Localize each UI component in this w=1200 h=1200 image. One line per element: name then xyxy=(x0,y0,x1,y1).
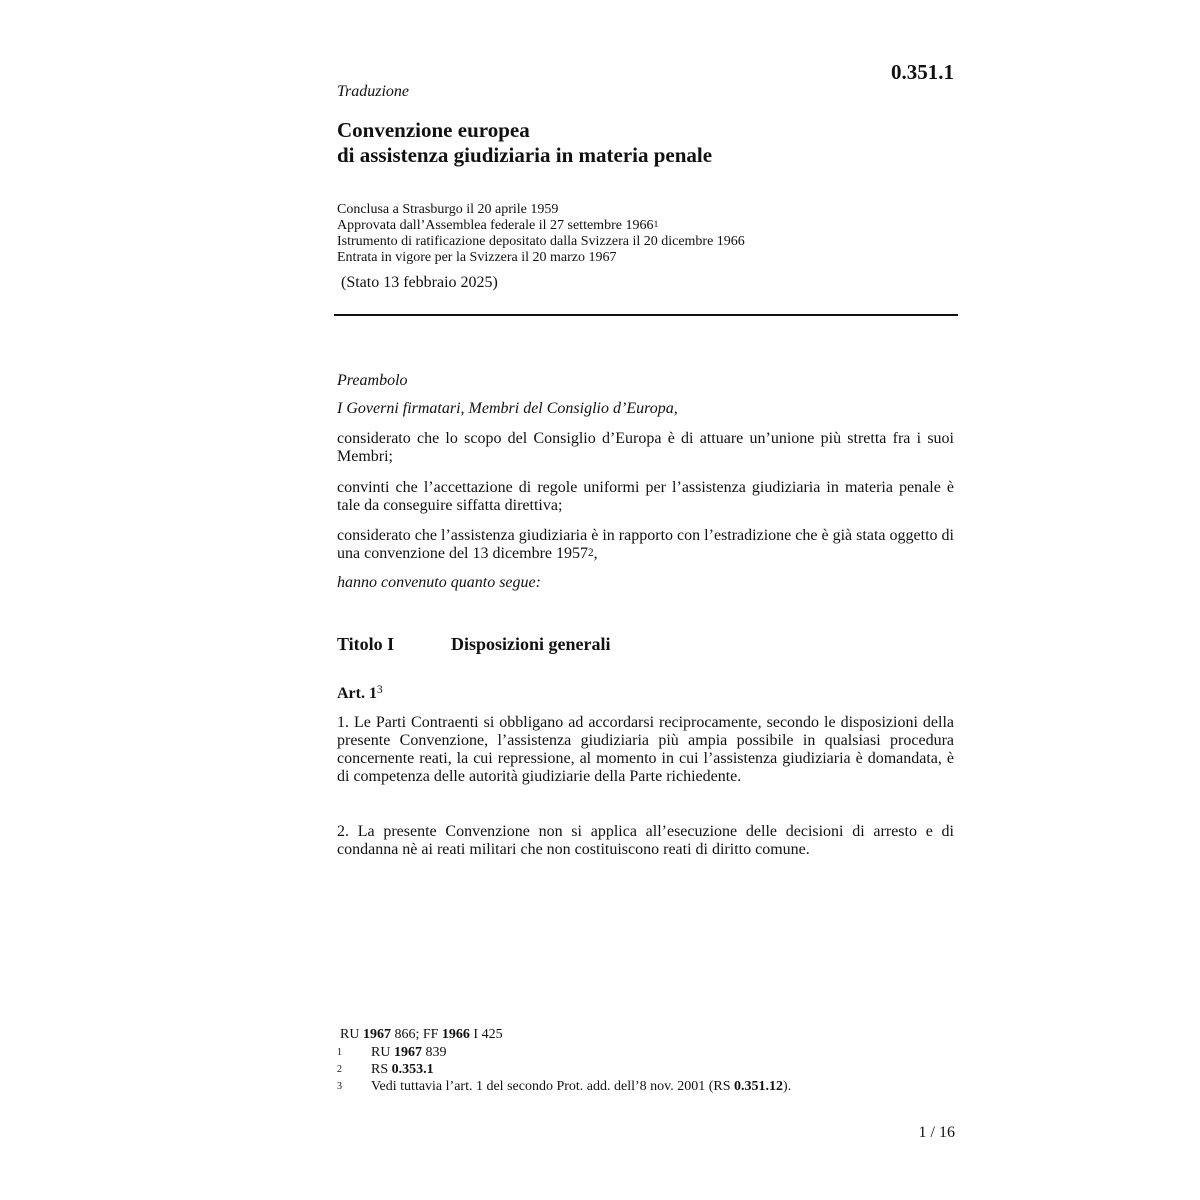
page-number: 1 / 16 xyxy=(918,1124,955,1141)
preamble-paragraph-3-text: considerato che l’assistenza giudiziaria è in rapporto con l’estradizione che è già stata oggetto di una convenzione del 13 dicembre 1957 xyxy=(337,527,954,562)
article-paragraph-1: 1. Le Parti Contraenti si obbligano ad accordarsi reciprocamente, secondo le disposizioni della presente Convenzione, l’assistenza giudiziaria più ampia possibile in qualsiasi procedura concernente reati, la cui repressione, al momento in cui l’assistenza giudiziaria è domandata, è di competenza delle autorità giudiziarie della Parte richiedente. xyxy=(337,714,954,785)
footnote-bold[interactable]: 0.353.1 xyxy=(391,1062,434,1077)
footnote-post: ). xyxy=(783,1079,792,1094)
meta-approved-line xyxy=(337,218,957,234)
source-c: I 425 xyxy=(469,1027,503,1042)
footnote-ref-2[interactable]: 2 xyxy=(588,546,594,559)
footnote-pre: RU xyxy=(371,1045,394,1060)
footnote-bold[interactable]: 0.351.12 xyxy=(734,1079,784,1094)
translation-label: Traduzione xyxy=(337,83,410,100)
source-b-bold: 1966 xyxy=(441,1027,470,1042)
meta-approved: Approvata dall’Assemblea federale il 27 settembre 1966 xyxy=(337,218,654,233)
article-heading xyxy=(337,685,383,703)
footnote-number: 1 xyxy=(337,1047,342,1058)
section-number: Titolo I xyxy=(337,634,395,654)
meta-concluded: Conclusa a Strasburgo il 20 aprile 1959 xyxy=(337,202,559,217)
meta-ratification: Istrumento di ratificazione depositato dalla Svizzera il 20 dicembre 1966 xyxy=(337,234,745,249)
status-date: (Stato 13 febbraio 2025) xyxy=(341,274,498,291)
preamble-agreed: hanno convenuto quanto segue: xyxy=(337,574,541,591)
header-divider xyxy=(334,314,958,316)
title-line-1: Convenzione europea xyxy=(337,118,530,142)
footnote-number: 2 xyxy=(337,1064,342,1075)
footnote-pre: RS xyxy=(371,1062,392,1077)
section-heading xyxy=(337,634,611,655)
source-reference xyxy=(340,1027,503,1043)
footnote-ref-3[interactable]: 3 xyxy=(376,683,383,696)
footnote-pre: Vedi tuttavia l’art. 1 del secondo Prot. add. dell’8 nov. 2001 (RS xyxy=(371,1079,735,1094)
preamble-paragraph-3 xyxy=(337,527,954,563)
footnote-number: 3 xyxy=(337,1081,342,1092)
article-paragraph-2: 2. La presente Convenzione non si applica all’esecuzione delle decisioni di arresto e di condanna nè ai reati militari che non costituiscono reati di diritto comune. xyxy=(337,823,954,858)
article-label: Art. 1 xyxy=(337,685,377,702)
source-a: RU xyxy=(340,1027,363,1042)
document-title xyxy=(337,118,957,168)
footnote xyxy=(337,1063,434,1077)
source-b: 866; FF xyxy=(390,1027,442,1042)
preamble-governments: I Governi firmatari, Membri del Consiglio d’Europa, xyxy=(337,400,678,417)
footnote-ref-1[interactable]: 1 xyxy=(653,219,659,231)
footnote-post: 839 xyxy=(421,1045,447,1060)
preamble-paragraph-2: convinti che l’accettazione di regole uniformi per l’assistenza giudiziaria in materia penale è tale da conseguire siffatta direttiva; xyxy=(337,479,954,514)
preamble-paragraph-3-end: , xyxy=(593,545,598,562)
meta-entry-into-force: Entrata in vigore per la Svizzera il 20 marzo 1967 xyxy=(337,250,617,265)
title-line-2: di assistenza giudiziaria in materia penale xyxy=(337,143,713,167)
footnote xyxy=(337,1080,791,1094)
footnote-bold[interactable]: 1967 xyxy=(393,1045,422,1060)
source-a-bold: 1967 xyxy=(362,1027,391,1042)
sr-number: 0.351.1 xyxy=(891,60,954,84)
footnote xyxy=(337,1046,446,1060)
preamble-paragraph-1: considerato che lo scopo del Consiglio d’Europa è di attuare un’unione più stretta fra i suoi Membri; xyxy=(337,430,954,465)
preamble-label: Preambolo xyxy=(337,372,408,389)
document-metadata xyxy=(337,202,957,266)
section-title: Disposizioni generali xyxy=(451,634,611,654)
